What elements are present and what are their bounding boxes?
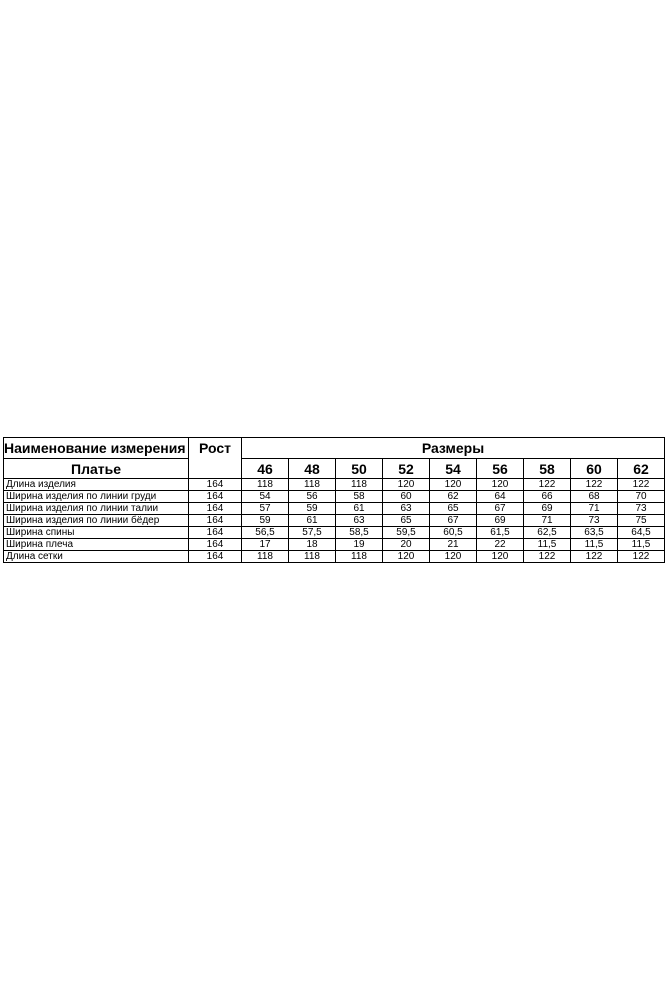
measurement-value: 58,5 <box>336 527 383 539</box>
size-header-cell: 56 <box>477 459 524 479</box>
measurement-value: 63 <box>336 515 383 527</box>
table-row <box>4 479 665 491</box>
measurement-value: 67 <box>430 515 477 527</box>
measurement-value: 11,5 <box>571 539 618 551</box>
table-row <box>4 539 665 551</box>
table-row <box>4 551 665 563</box>
measurement-value: 122 <box>524 551 571 563</box>
measurement-value: 73 <box>571 515 618 527</box>
height-value: 164 <box>189 539 242 551</box>
size-header-cell: 60 <box>571 459 618 479</box>
measurement-value: 67 <box>477 503 524 515</box>
height-value: 164 <box>189 491 242 503</box>
measurement-value: 58 <box>336 491 383 503</box>
size-chart-table <box>3 437 665 563</box>
height-value: 164 <box>189 551 242 563</box>
measurement-value: 56 <box>289 491 336 503</box>
measurement-name: Ширина спины <box>4 527 189 539</box>
measurement-value: 122 <box>618 551 665 563</box>
sizes-header: Размеры <box>242 438 665 459</box>
table-row <box>4 491 665 503</box>
product-name: Платье <box>4 459 189 479</box>
table-row <box>4 527 665 539</box>
size-header-cell: 46 <box>242 459 289 479</box>
measurement-name: Длина изделия <box>4 479 189 491</box>
measurement-value: 118 <box>336 551 383 563</box>
measurement-value: 118 <box>336 479 383 491</box>
size-header-cell: 50 <box>336 459 383 479</box>
measurement-value: 120 <box>477 551 524 563</box>
measurement-value: 20 <box>383 539 430 551</box>
measurement-value: 57 <box>242 503 289 515</box>
measurement-value: 60,5 <box>430 527 477 539</box>
measurement-value: 66 <box>524 491 571 503</box>
measurement-value: 19 <box>336 539 383 551</box>
table-header-row <box>4 438 665 459</box>
height-value: 164 <box>189 479 242 491</box>
height-value: 164 <box>189 527 242 539</box>
measurement-value: 64,5 <box>618 527 665 539</box>
measurement-value: 62 <box>430 491 477 503</box>
measurement-value: 120 <box>383 479 430 491</box>
measurement-name: Длина сетки <box>4 551 189 563</box>
measurement-value: 61,5 <box>477 527 524 539</box>
measurement-value: 73 <box>618 503 665 515</box>
measurement-value: 21 <box>430 539 477 551</box>
measurement-value: 69 <box>524 503 571 515</box>
size-header-cell: 54 <box>430 459 477 479</box>
measurement-value: 122 <box>524 479 571 491</box>
measurement-value: 63 <box>383 503 430 515</box>
measurement-value: 59 <box>242 515 289 527</box>
measurement-value: 118 <box>289 551 336 563</box>
measurement-value: 118 <box>242 479 289 491</box>
measurement-value: 65 <box>430 503 477 515</box>
measurement-value: 56,5 <box>242 527 289 539</box>
measurement-value: 18 <box>289 539 336 551</box>
measurement-name: Ширина изделия по линии груди <box>4 491 189 503</box>
measurement-value: 59 <box>289 503 336 515</box>
measurement-value: 69 <box>477 515 524 527</box>
table-row <box>4 503 665 515</box>
measurement-value: 17 <box>242 539 289 551</box>
measurement-value: 122 <box>571 479 618 491</box>
measurement-value: 122 <box>571 551 618 563</box>
measurement-value: 75 <box>618 515 665 527</box>
measurement-value: 61 <box>336 503 383 515</box>
size-header-cell: 48 <box>289 459 336 479</box>
measurement-value: 63,5 <box>571 527 618 539</box>
measurement-name: Ширина изделия по линии талии <box>4 503 189 515</box>
size-header-cell: 58 <box>524 459 571 479</box>
measure-column-header: Наименование измерения <box>4 438 189 459</box>
measurement-value: 64 <box>477 491 524 503</box>
measurement-value: 120 <box>430 551 477 563</box>
measurement-value: 118 <box>242 551 289 563</box>
measurement-value: 118 <box>289 479 336 491</box>
measurement-name: Ширина плеча <box>4 539 189 551</box>
measurement-value: 65 <box>383 515 430 527</box>
measurement-value: 61 <box>289 515 336 527</box>
measurement-value: 71 <box>571 503 618 515</box>
measurement-value: 71 <box>524 515 571 527</box>
measurement-value: 60 <box>383 491 430 503</box>
measurement-value: 11,5 <box>618 539 665 551</box>
measurement-value: 120 <box>477 479 524 491</box>
measurement-value: 70 <box>618 491 665 503</box>
measurement-value: 120 <box>430 479 477 491</box>
measurement-value: 122 <box>618 479 665 491</box>
table-subheader-row <box>4 459 665 479</box>
height-value: 164 <box>189 503 242 515</box>
size-header-cell: 62 <box>618 459 665 479</box>
measurement-name: Ширина изделия по линии бёдер <box>4 515 189 527</box>
table-row <box>4 515 665 527</box>
measurement-value: 57,5 <box>289 527 336 539</box>
height-header-blank <box>189 459 242 479</box>
measurement-value: 22 <box>477 539 524 551</box>
height-column-header: Рост <box>189 438 242 459</box>
measurement-value: 68 <box>571 491 618 503</box>
measurement-value: 11,5 <box>524 539 571 551</box>
height-value: 164 <box>189 515 242 527</box>
measurement-value: 120 <box>383 551 430 563</box>
measurement-value: 62,5 <box>524 527 571 539</box>
measurement-value: 54 <box>242 491 289 503</box>
size-header-cell: 52 <box>383 459 430 479</box>
measurement-value: 59,5 <box>383 527 430 539</box>
